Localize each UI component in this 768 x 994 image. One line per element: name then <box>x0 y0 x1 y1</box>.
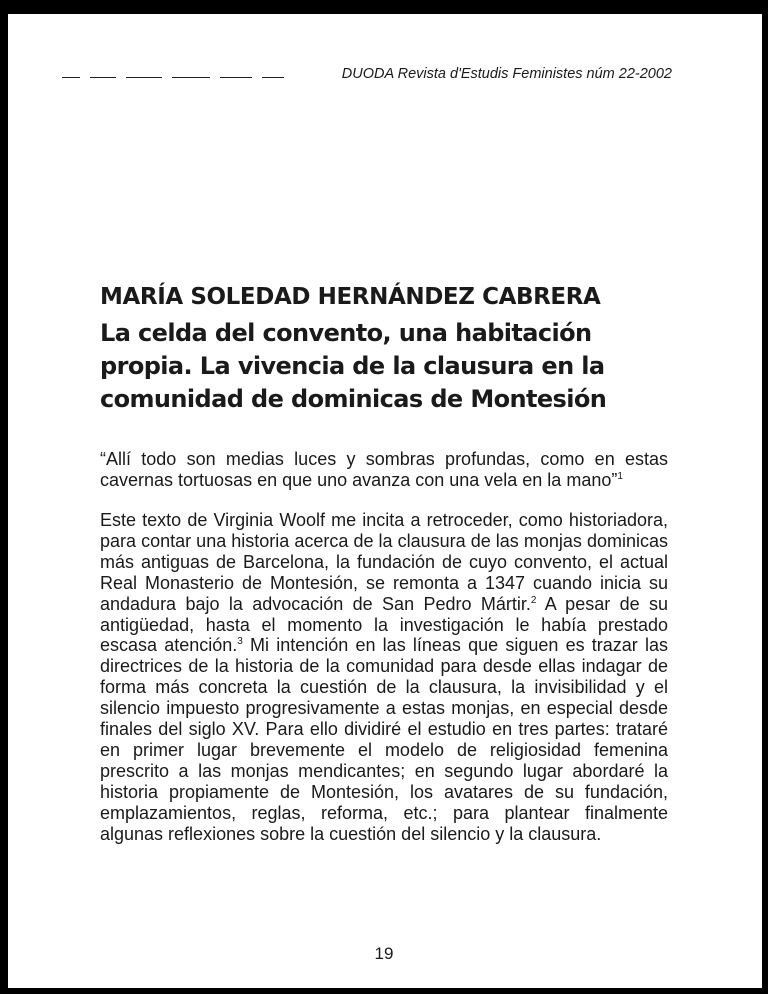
scan-edge-right <box>762 0 768 994</box>
header-rule <box>62 77 334 83</box>
body-text-1: Este texto de Virginia Woolf me incita a retroceder, como historiadora, para contar una historia acerca de la clausura de las monjas dominicas más antiguas de Barcelona, la fundación de cuyo convento, el actual Real Monasterio de Montesión, se remonta a 1347 cuando inicia su andadura bajo la advocación de San Pedro Mártir. <box>100 510 668 614</box>
article-title: La celda del convento, una habitación propia. La vivencia de la clausura en la comunidad de dominicas de Montesión <box>100 319 607 413</box>
author-name: MARÍA SOLEDAD HERNÁNDEZ CABRERA <box>100 284 601 310</box>
footnote-ref: 3 <box>237 636 243 648</box>
body-text-3: Mi intención en las líneas que siguen es trazar las directrices de la historia de la comunidad para desde ellas indagar de forma más concreta la cuestión de la clausura, la invisibilidad y el silencio impuesto progresivamente a estas monjas, en especial desde finales del siglo XV. Para ello dividiré el estudio en tres partes: trataré en primer lugar brevemente el modelo de religiosidad femenina prescrito a las monjas mendicantes; en segundo lugar abordaré la historia propiamente de Montesión, los avatares de su fundación, emplazamientos, reglas, reforma, etc.; para plantear finalmente algunas reflexiones sobre la cuestión del silencio y la clausura. <box>100 635 668 844</box>
scan-edge-top <box>0 0 768 14</box>
body-paragraph <box>100 510 668 845</box>
scan-edge-left <box>0 0 8 994</box>
epigraph <box>100 449 668 491</box>
footnote-ref: 2 <box>530 594 537 606</box>
journal-title: DUODA Revista d'Estudis Feministes núm 22-2002 <box>341 66 672 82</box>
footnote-ref: 1 <box>617 471 623 482</box>
body-text-2: A pesar de su antigüedad, hasta el momento la investigación le había prestado escasa atención. <box>100 593 668 656</box>
epigraph-text: “Allí todo son medias luces y sombras profundas, como en estas cavernas tortuosas en que uno avanza con una vela en la mano” <box>100 449 668 490</box>
scan-edge-bottom <box>0 988 768 994</box>
running-header <box>62 62 672 82</box>
page-number: 19 <box>374 944 394 963</box>
